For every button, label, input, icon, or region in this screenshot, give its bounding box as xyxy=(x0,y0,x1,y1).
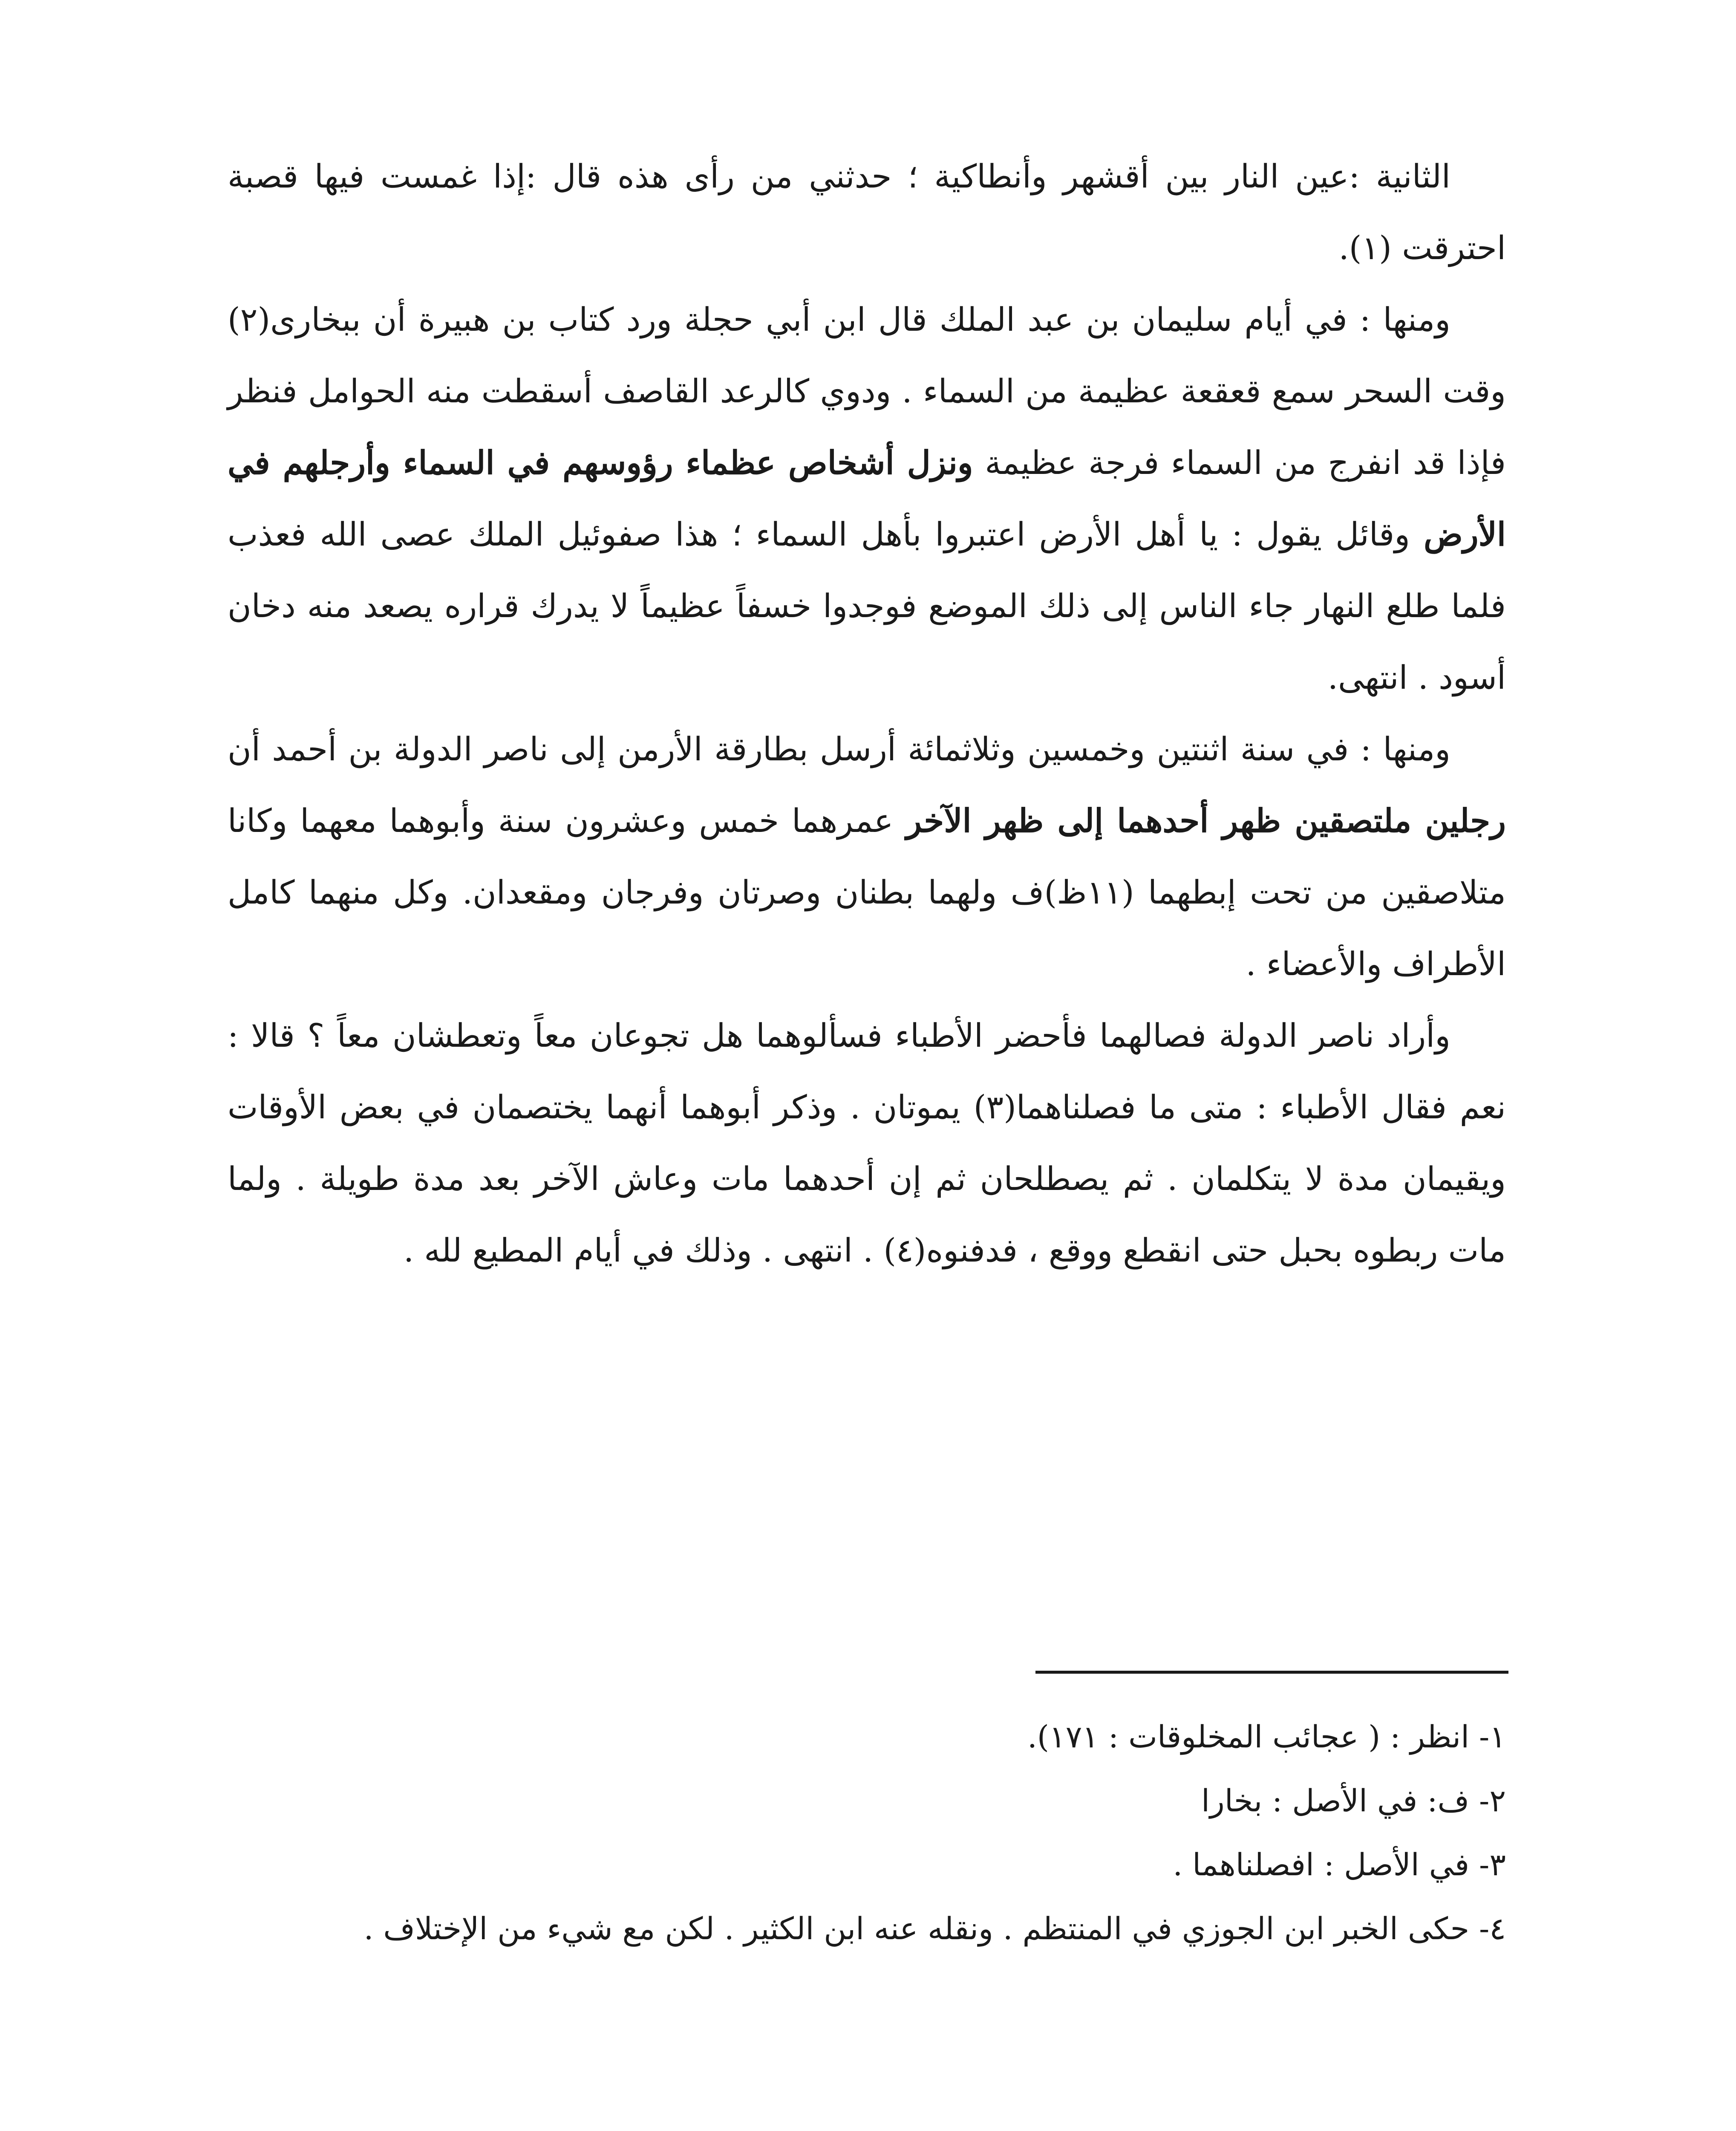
paragraph-3 xyxy=(228,713,1506,1000)
footnote-1: ١- انظر : ( عجائب المخلوقات : ١٧١). xyxy=(1027,1719,1506,1755)
footnote-2: ٢- ف: في الأصل : بخارا xyxy=(1201,1783,1506,1819)
footnote-separator xyxy=(1035,1671,1508,1674)
paragraph-4-text: وأراد ناصر الدولة فصالهما فأحضر الأطباء فسألوهما هل تجوعان معاً وتعطشان معاً ؟ قالا : نعم فقال الأطباء : متى ما فصلناهما(٣) يموتان . وذكر أبوهما أنهما يختصمان في بعض الأوقات ويقيمان مدة لا يتكلمان . ثم يصطلحان ثم إن أحدهما مات وعاش الآخر بعد مدة طويلة . ولما مات ربطوه بحبل حتى انقطع ووقع ، فدفنوه(٤) . انتهى . وذلك في أيام المطيع لله . xyxy=(228,1016,1506,1269)
paragraph-2 xyxy=(228,284,1506,713)
paragraph-2-text-a: ومنها : في أيام سليمان بن عبد الملك قال ابن أبي حجلة ورد كتاب بن هبيرة أن ببخارى(٢) وقت السحر سمع قعقعة عظيمة من السماء . ودوي كالرعد القاصف أسقطت منه الحوامل فنظر فإذا قد انفرج من السماء فرجة عظيمة xyxy=(228,300,1506,482)
footnote-4: ٤- حكى الخبر ابن الجوزي في المنتظم . ونقله عنه ابن الكثير . لكن مع شيء من الإختلاف . xyxy=(363,1911,1506,1946)
main-text xyxy=(228,141,1506,1286)
paragraph-2-text-b: وقائل يقول : يا أهل الأرض اعتبروا بأهل السماء ؛ هذا صفوئيل الملك عصى الله فعذب فلما طلع النهار جاء الناس إلى ذلك الموضع فوجدوا خسفاً عظيماً لا يدرك قراره يصعد منه دخان أسود . انتهى. xyxy=(228,515,1506,696)
paragraph-1-text: الثانية :عين النار بين أقشهر وأنطاكية ؛ حدثني من رأى هذه قال :إذا غمست فيها قصبة احترقت (١). xyxy=(228,157,1506,267)
paragraph-2-bold: ونزل أشخاص عظماء رؤوسهم في السماء وأرجلهم في الأرض xyxy=(228,444,1506,553)
paragraph-3-bold: رجلين ملتصقين ظهر أحدهما إلى ظهر الآخر xyxy=(906,802,1506,840)
paragraph-4 xyxy=(228,1000,1506,1286)
paragraph-3-text-a: ومنها : في سنة اثنتين وخمسين وثلاثمائة أرسل بطارقة الأرمن إلى ناصر الدولة بن أحمد أن xyxy=(228,730,1451,768)
paragraph-3-text-b: عمرهما خمس وعشرون سنة وأبوهما معهما وكانا متلاصقين من تحت إبطهما (١١ظ)ف ولهما بطنان وصرتان وفرجان ومقعدان. وكل منهما كامل الأطراف والأعضاء . xyxy=(228,802,1506,983)
footnotes xyxy=(228,1705,1506,1961)
paragraph-1 xyxy=(228,141,1506,284)
footnote-3: ٣- في الأصل : افصلناهما . xyxy=(1173,1847,1506,1883)
